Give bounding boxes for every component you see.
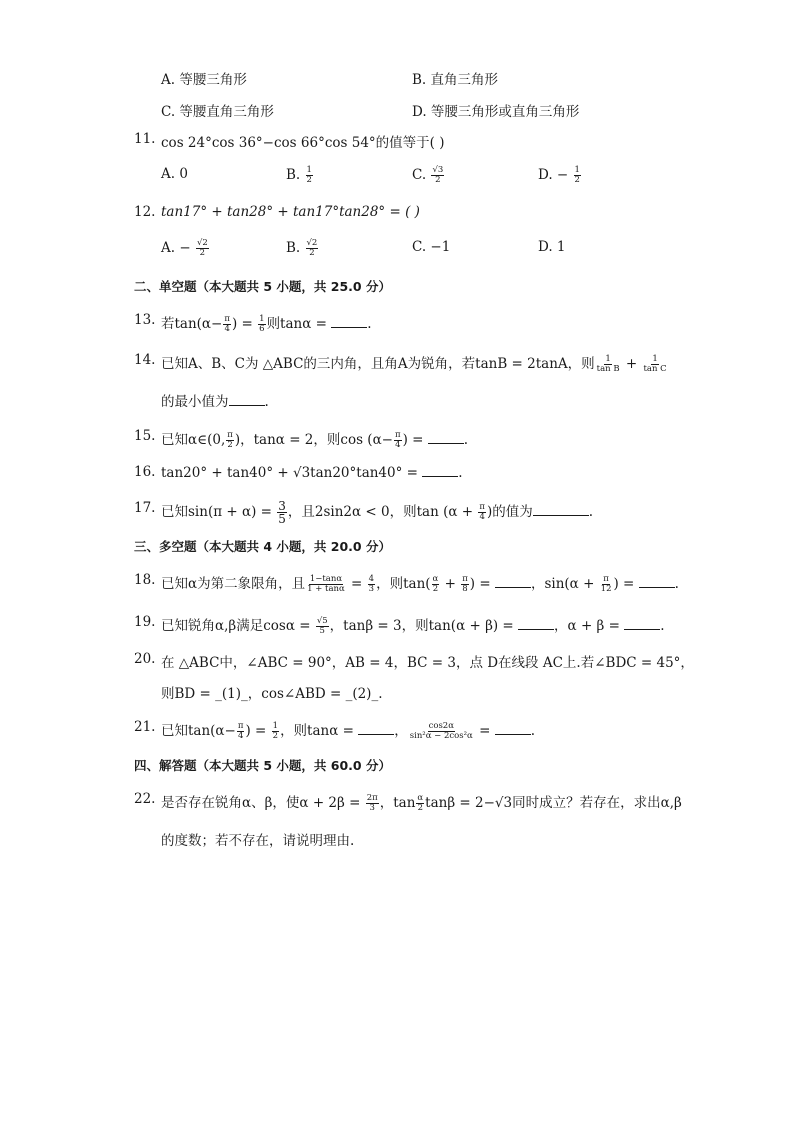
q21-answer-blank-2[interactable] [495, 722, 531, 735]
q19-answer-blank-1[interactable] [518, 617, 554, 630]
q19-fraction-1 [316, 617, 329, 636]
q10-option-a: A. 等腰三角形 [161, 72, 247, 88]
q21-number: 21. [134, 719, 156, 735]
q18-fraction-5 [600, 575, 613, 594]
q19-text-3: ，α + β = [554, 618, 625, 634]
q11-option-b-fraction [306, 166, 313, 185]
q10-option-b: B. 直角三角形 [412, 72, 499, 88]
q21-fraction-3 [409, 722, 474, 741]
q19-number: 19. [134, 614, 156, 630]
q21-text-5: = [474, 723, 495, 739]
q18-text-4: + [440, 576, 461, 592]
denominator: 2 [417, 803, 423, 813]
q16-number: 16. [134, 464, 156, 480]
q16-text-1: tan20° + tan40° + √3tan20°tan40° = [161, 465, 423, 481]
denominator: 3 [369, 803, 375, 813]
q18-fraction-2 [368, 575, 375, 594]
q13-text-2: ) = [231, 316, 258, 332]
q13-answer-blank[interactable] [331, 315, 367, 328]
denominator: 4 [237, 731, 244, 741]
q15-text-2: )，tanα = 2，则cos (α− [234, 432, 393, 448]
q18-text-3: ，则tan( [376, 576, 431, 592]
q13-number: 13. [134, 312, 156, 328]
denominator: 4 [395, 440, 401, 450]
q19-answer-blank-2[interactable] [624, 617, 660, 630]
numerator: √2 [306, 238, 318, 248]
denominator: 2 [435, 175, 441, 185]
q17-text-1: 已知sin(π + α) = [161, 504, 277, 520]
q14-body [161, 352, 669, 374]
q12-option-a-fraction [196, 239, 209, 258]
section-heading-text: 三、多空题（本大题共 4 小题，共 20.0 分） [134, 539, 391, 554]
denominator: 2 [227, 440, 233, 450]
numerator: π [237, 721, 244, 731]
q22-fraction-1 [366, 794, 379, 813]
denominator: 2 [272, 731, 279, 741]
q14-text-1: 已知A、B、C为 △ABC的三内角，且角A为锐角，若tanB = 2tanA，则 [161, 356, 595, 372]
numerator: π [462, 574, 468, 584]
q18-text-8: . [674, 576, 679, 592]
numerator: 1 [272, 721, 279, 731]
q18-text-1: 已知α为第二象限角，且 [161, 576, 306, 592]
numerator: π [227, 430, 233, 440]
q15-number: 15. [134, 428, 156, 444]
q12-option-c: C. −1 [412, 239, 451, 255]
numerator: √5 [316, 616, 328, 626]
q20-text-2: 则BD = _(1)_，cos∠ABD = _(2)_. [161, 686, 383, 702]
q10-option-c: C. 等腰直角三角形 [161, 104, 274, 120]
numerator: α [432, 574, 439, 584]
q21-fraction-2 [272, 722, 279, 741]
q19-body [161, 614, 665, 636]
q12-option-d: D. 1 [538, 239, 566, 255]
q21-answer-blank-1[interactable] [358, 722, 394, 735]
q21-body [161, 719, 535, 741]
q11-option-c [412, 166, 445, 185]
q11-option-c-label: C. [412, 167, 427, 183]
q14-text-3: 的最小值为 [161, 394, 229, 410]
q15-text-3: ) = [402, 432, 428, 448]
q18-fraction-3 [432, 575, 440, 594]
q11-option-d-label: D. − [538, 167, 569, 183]
q17-text-4: . [588, 504, 594, 520]
q18-text-7: ) = [613, 576, 639, 592]
q17-body [161, 500, 593, 525]
numerator: 1 [574, 165, 580, 175]
numerator: 1−tanα [309, 574, 343, 584]
q19-text-4: . [660, 618, 665, 634]
q22-text-2: ，tan [379, 795, 416, 811]
q13-body [161, 312, 372, 334]
q21-text-3: ，则tanα = [280, 723, 359, 739]
q12-option-a-label: A. − [161, 240, 191, 256]
q20-text-1: 在 △ABC中，∠ABC = 90°，AB = 4，BC = 3，点 D在线段 AC上.若∠BDC = 45°， [161, 655, 694, 671]
q14-text-2: + [621, 356, 642, 372]
q18-answer-blank-1[interactable] [495, 575, 531, 588]
q11-option-d-fraction [574, 166, 581, 185]
denominator: 6 [259, 324, 265, 334]
q22-text-1: 是否存在锐角α、β，使α + 2β = [161, 795, 365, 811]
numerator: 1 [605, 354, 611, 364]
q17-text-3: )的值为 [486, 504, 533, 520]
q12-option-b [286, 239, 319, 258]
q14-fraction-2 [642, 355, 667, 374]
q17-text-2: ，且2sin2α < 0，则tan (α + [287, 504, 478, 520]
denominator: sin²α − 2cos²α [409, 731, 473, 741]
numerator: 2π [366, 793, 378, 803]
denominator: tan C [643, 364, 667, 374]
numerator: √2 [196, 238, 208, 248]
denominator: 5 [319, 626, 325, 636]
denominator: 8 [462, 584, 468, 594]
numerator: 4 [368, 574, 375, 584]
q18-text-5: ) = [469, 576, 495, 592]
q16-text-2: . [458, 465, 463, 481]
denominator: 1 + tanα [307, 584, 345, 594]
denominator: 2 [199, 248, 206, 258]
denominator: 5 [278, 512, 286, 526]
q13-fraction-2 [258, 315, 265, 334]
q13-fraction-1 [223, 315, 231, 334]
q12-number: 12. [134, 204, 156, 220]
numerator: π [479, 502, 485, 512]
q12-option-b-fraction [306, 239, 319, 258]
q18-fraction-1 [306, 575, 346, 594]
q19-text-1: 已知锐角α,β满足cosα = [161, 618, 315, 634]
q14-answer-blank[interactable] [229, 393, 265, 406]
q14-body-2 [161, 390, 269, 410]
q14-fraction-1 [596, 355, 621, 374]
q11-number: 11. [134, 131, 156, 147]
numerator: cos2α [428, 721, 454, 731]
q14-text-4: . [264, 394, 269, 410]
q21-text-4: ， [394, 723, 408, 739]
q22-fraction-2 [416, 794, 424, 813]
q10-option-d: D. 等腰三角形或直角三角形 [412, 104, 580, 120]
q18-fraction-4 [461, 575, 469, 594]
denominator: 2 [309, 248, 315, 258]
denominator: 2 [432, 584, 439, 594]
q15-text-1: 已知α∈(0, [161, 432, 226, 448]
numerator: π [224, 314, 230, 324]
denominator: 2 [306, 175, 312, 185]
section-heading-text: 四、解答题（本大题共 5 小题，共 60.0 分） [134, 758, 391, 773]
q21-text-1: 已知tan(α− [161, 723, 236, 739]
q11-option-d [538, 166, 582, 185]
q17-fraction-2 [478, 503, 486, 522]
denominator: 4 [224, 324, 230, 334]
q12-text: tan17° + tan28° + tan17°tan28° = ( ) [161, 204, 420, 220]
q18-body [161, 572, 679, 594]
numerator: 1 [306, 165, 312, 175]
section-heading-text: 二、单空题（本大题共 5 小题，共 25.0 分） [134, 279, 391, 294]
q11-option-c-fraction [431, 166, 444, 185]
q15-answer-blank[interactable] [428, 431, 464, 444]
denominator: 2 [574, 175, 580, 185]
q13-text-4: . [367, 316, 372, 332]
q20-number: 20. [134, 651, 156, 667]
q13-text-1: 若tan(α− [161, 316, 223, 332]
q22-text-4: 的度数；若不存在，请说明理由. [161, 833, 355, 849]
q18-text-2: = [346, 576, 367, 592]
denominator: tan B [596, 364, 620, 374]
q21-fraction-1 [237, 722, 245, 741]
denominator: 12 [600, 584, 612, 594]
q17-answer-blank[interactable] [533, 503, 589, 516]
numerator: π [395, 430, 401, 440]
numerator: 3 [278, 499, 286, 513]
numerator: α [417, 793, 424, 803]
q11-option-b-label: B. [286, 167, 301, 183]
q17-fraction-1 [277, 500, 287, 525]
q16-answer-blank[interactable] [422, 464, 458, 477]
q11-option-b [286, 166, 314, 185]
q13-text-3: 则tanα = [266, 316, 332, 332]
q22-body [161, 791, 682, 813]
q17-number: 17. [134, 500, 156, 516]
q22-text-3: tanβ = 2−√3同时成立？若存在，求出α,β [425, 795, 682, 811]
numerator: 1 [259, 314, 265, 324]
q19-text-2: ，tanβ = 3，则tan(α + β) = [329, 618, 519, 634]
denominator: 3 [368, 584, 375, 594]
q12-option-a [161, 239, 210, 258]
q15-fraction-1 [226, 431, 234, 450]
numerator: 1 [652, 354, 658, 364]
q22-number: 22. [134, 791, 156, 807]
q21-text-2: ) = [245, 723, 271, 739]
q21-text-6: . [530, 723, 535, 739]
q14-number: 14. [134, 352, 156, 368]
q11-option-a: A. 0 [161, 166, 188, 182]
q11-text: cos 24°cos 36°−cos 66°cos 54°的值等于( ) [161, 135, 445, 151]
q18-answer-blank-2[interactable] [639, 575, 675, 588]
q15-fraction-2 [394, 431, 402, 450]
denominator: 4 [479, 512, 485, 522]
numerator: √3 [432, 165, 444, 175]
numerator: π [603, 574, 609, 584]
q12-option-b-label: B. [286, 240, 301, 256]
q18-number: 18. [134, 572, 156, 588]
q18-text-6: ，sin(α + [530, 576, 599, 592]
q15-text-4: . [463, 432, 469, 448]
q15-body [161, 428, 468, 450]
q16-body [161, 464, 463, 481]
